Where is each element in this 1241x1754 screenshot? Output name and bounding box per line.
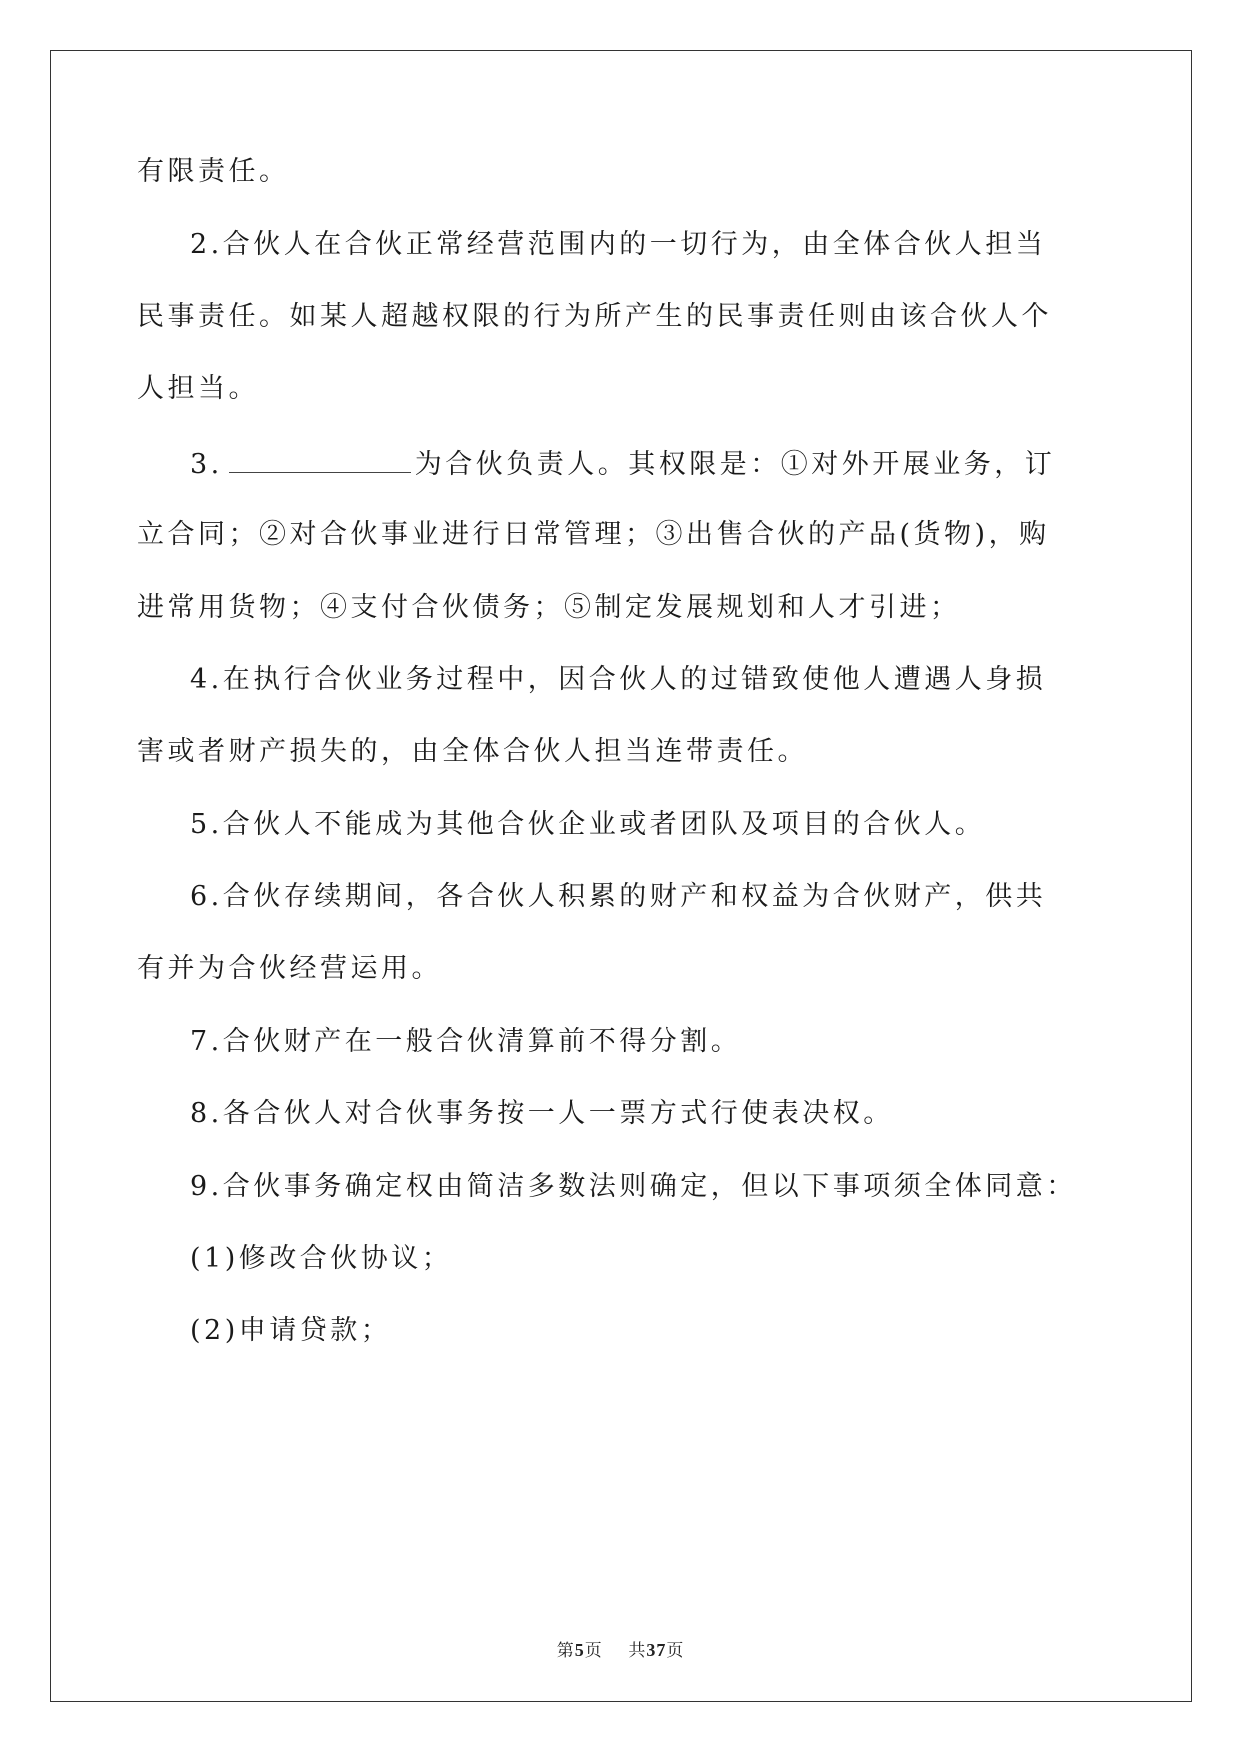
- page-border: [50, 50, 1192, 1702]
- text-line: 9.合伙事务确定权由简洁多数法则确定，但以下事项须全体同意：: [190, 1171, 1077, 1202]
- text-line: 4.在执行合伙业务过程中，因合伙人的过错致使他人遭遇人身损: [190, 664, 1047, 695]
- text-line: 8.各合伙人对合伙事务按一人一票方式行使表决权。: [190, 1098, 894, 1129]
- footer-page-suffix: 页: [584, 1641, 603, 1661]
- page-footer: [0, 1636, 1241, 1661]
- fill-in-blank: [229, 450, 411, 473]
- footer-total-suffix: 页: [666, 1641, 685, 1661]
- text-line: (2)申请贷款；: [190, 1315, 392, 1346]
- total-pages: 37: [646, 1640, 667, 1660]
- text-line: (1)修改合伙协议；: [190, 1243, 453, 1274]
- footer-prefix: 第: [556, 1641, 575, 1661]
- text-line: 2.合伙人在合伙正常经营范围内的一切行为，由全体合伙人担当: [190, 229, 1047, 260]
- text-line: 6.合伙存续期间，各合伙人积累的财产和权益为合伙财产，供共: [190, 881, 1047, 912]
- text-line: 5.合伙人不能成为其他合伙企业或者团队及项目的合伙人。: [190, 809, 986, 840]
- text-line: 进常用货物；④支付合伙债务；⑤制定发展规划和人才引进；: [137, 592, 961, 623]
- footer-total-prefix: 共: [628, 1641, 647, 1661]
- text-line: 民事责任。如某人超越权限的行为所产生的民事责任则由该合伙人个: [137, 301, 1052, 332]
- text-line: 有限责任。: [137, 156, 290, 187]
- text-line: 7.合伙财产在一般合伙清算前不得分割。: [190, 1026, 742, 1057]
- text-line: 立合同；②对合伙事业进行日常管理；③出售合伙的产品(货物)，购: [137, 519, 1050, 550]
- page-number: 5: [574, 1640, 585, 1660]
- clause-number: 3.: [190, 449, 223, 480]
- text-line: 有并为合伙经营运用。: [137, 953, 442, 984]
- text-line: 害或者财产损失的，由全体合伙人担当连带责任。: [137, 736, 808, 767]
- clause-text: 为合伙负责人。其权限是：①对外开展业务，订: [414, 449, 1056, 480]
- text-line-with-blank: [190, 448, 1055, 482]
- text-line: 人担当。: [137, 373, 259, 404]
